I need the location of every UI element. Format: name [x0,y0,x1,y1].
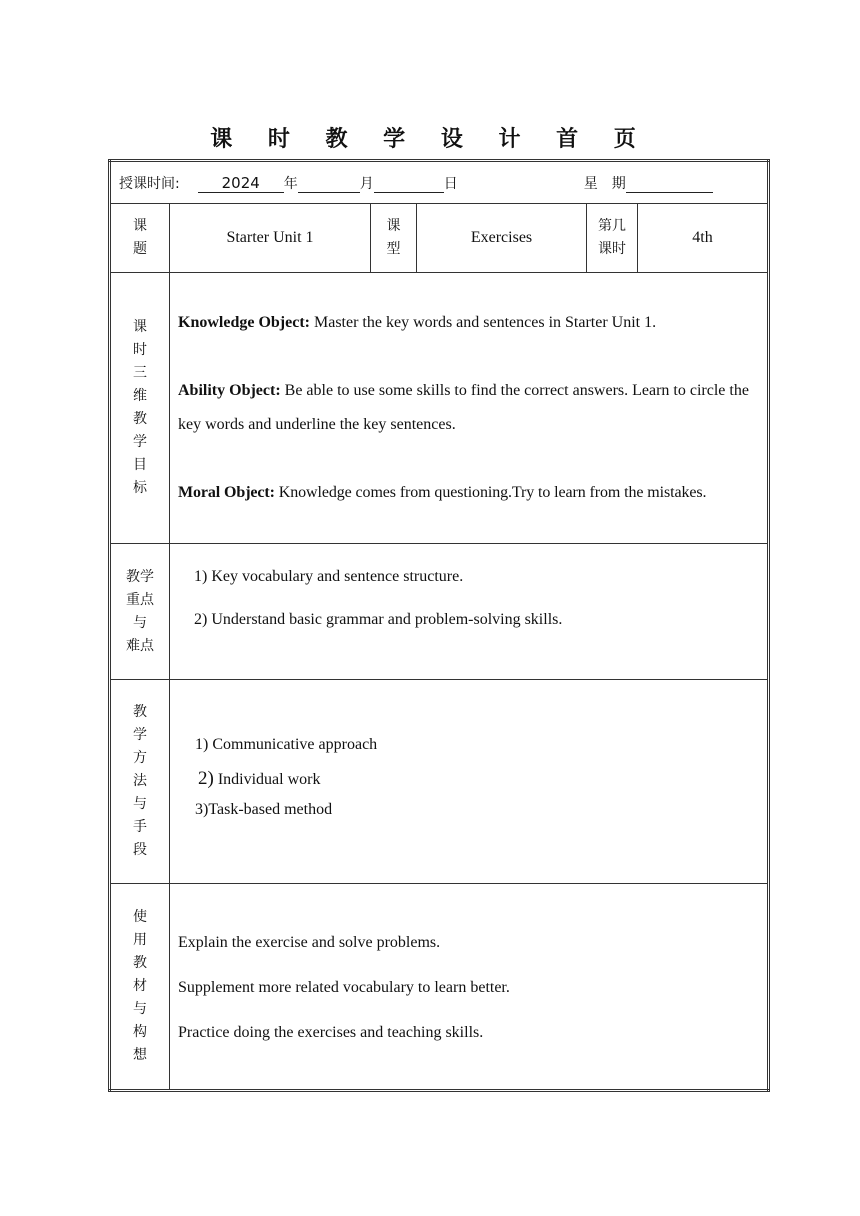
period-value: 4th [638,204,769,273]
topic-value: Starter Unit 1 [170,204,371,273]
lesson-info-row [110,204,769,273]
methods-content [170,680,769,884]
moral-object: Moral Object: Knowledge comes from questioning.Try to learn from the mistakes. [178,484,707,501]
key-points-label: 教学 重点 与 难点 [110,544,170,680]
ability-object: Ability Object: Be able to use some skills to find the correct answers. Learn to circle the key words and underline the key sentences. [178,382,749,433]
materials-content [170,884,769,1091]
method-item: 2) Individual work [198,768,321,789]
material-line: Explain the exercise and solve problems. [178,934,441,951]
objectives-label: 课 时 三 维 教 学 目 标 [110,273,170,544]
lesson-plan-table [108,159,770,1092]
year-label: 年 [283,175,298,192]
month-field [298,174,360,193]
teaching-time-label: 授课时间: [119,175,180,192]
knowledge-object: Knowledge Object: Master the key words and sentences in Starter Unit 1. [178,314,657,331]
weekday-label: 星 期 [583,175,626,192]
key-points-row [110,544,769,680]
key-point-item: 2) Understand basic grammar and problem-solving skills. [194,611,563,628]
method-item: 3)Task-based method [195,801,333,818]
key-points-content [170,544,769,680]
page-title: 课 时 教 学 设 计 首 页 [210,127,650,152]
weekday-field [626,174,713,193]
type-label: 课 型 [371,204,417,273]
key-point-item: 1) Key vocabulary and sentence structure. [194,568,464,585]
month-label: 月 [359,175,374,192]
method-item: 1) Communicative approach [195,736,378,753]
material-line: Supplement more related vocabulary to learn better. [178,979,510,996]
day-label: 日 [443,175,458,192]
year-value: 2024 [221,173,260,192]
materials-label: 使 用 教 材 与 构 想 [110,884,170,1091]
objectives-content [170,273,769,544]
period-label: 第几 课时 [587,204,638,273]
year-field [198,174,284,193]
methods-label: 教 学 方 法 与 手 段 [110,680,170,884]
day-field [374,174,444,193]
teaching-time-row [110,161,769,204]
topic-label: 课 题 [110,204,170,273]
material-line: Practice doing the exercises and teaching skills. [178,1024,484,1041]
teaching-time-cell [110,161,769,204]
objectives-row [110,273,769,544]
materials-row [110,884,769,1091]
methods-row [110,680,769,884]
type-value: Exercises [417,204,587,273]
